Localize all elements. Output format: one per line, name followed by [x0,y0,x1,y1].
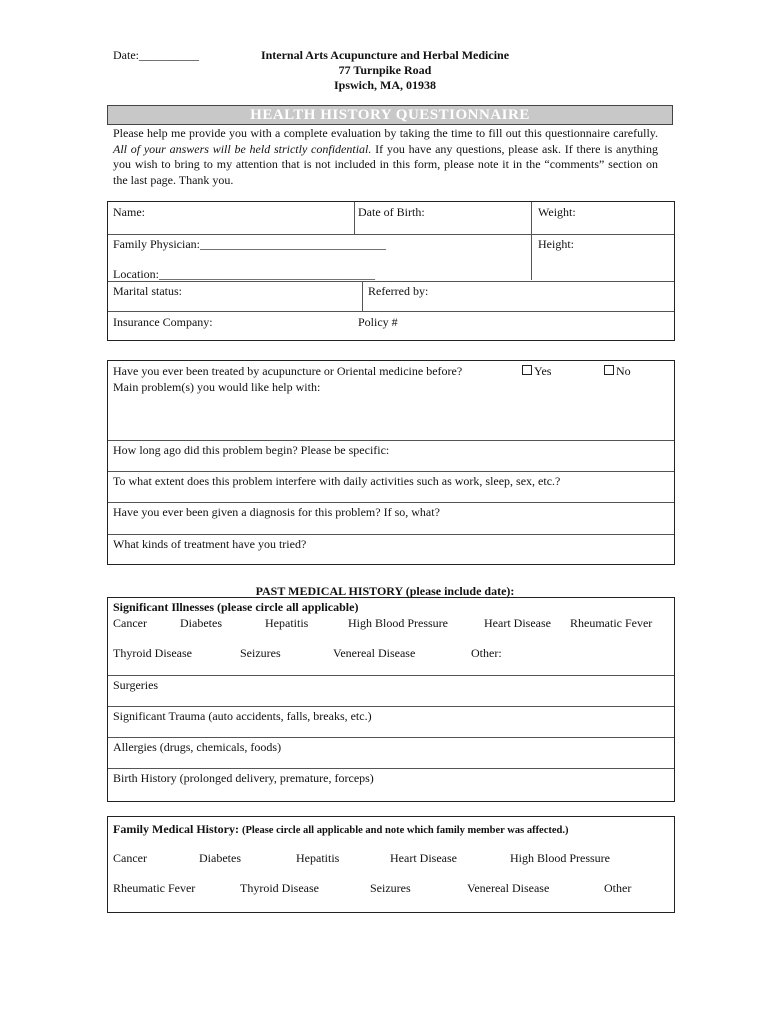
surgeries-field[interactable]: Surgeries [113,678,159,692]
illness-option[interactable]: Venereal Disease [333,646,416,660]
family-option[interactable]: High Blood Pressure [510,851,610,865]
dob-field[interactable]: Date of Birth: [358,205,425,219]
intro-paragraph [113,126,658,188]
checkbox-icon [522,365,532,375]
family-history-subtitle: (Please circle all applicable and note which family member was affected.) [241,825,569,836]
birth-history-field[interactable]: Birth History (prolonged delivery, premature, forceps) [113,771,374,785]
family-option[interactable]: Diabetes [199,851,241,865]
name-field[interactable]: Name: [113,205,145,219]
intro-text-1: Please help me provide you with a complete evaluation by taking the time to fill out this questionnaire carefully. [113,126,658,140]
no-checkbox[interactable] [604,364,631,379]
illness-header: Significant Illnesses (please circle all applicable) [113,600,359,614]
problem-extent-field[interactable]: To what extent does this problem interfere with daily activities such as work, sleep, sex, etc.? [113,474,561,488]
family-option[interactable]: Cancer [113,851,147,865]
allergies-field[interactable]: Allergies (drugs, chemicals, foods) [113,740,282,754]
illness-option[interactable]: Heart Disease [484,616,551,630]
illness-option[interactable]: Hepatitis [265,616,309,630]
page-title: HEALTH HISTORY QUESTIONNAIRE [107,105,673,125]
insurance-field[interactable]: Insurance Company: [113,315,213,329]
policy-field[interactable]: Policy # [358,315,398,329]
referred-by-field[interactable]: Referred by: [368,284,429,298]
family-history-heading [113,822,569,837]
family-option[interactable]: Venereal Disease [467,881,550,895]
illness-option[interactable]: Rheumatic Fever [570,616,653,630]
family-option[interactable]: Thyroid Disease [240,881,319,895]
family-option[interactable]: Rheumatic Fever [113,881,196,895]
illness-other-field[interactable]: Other: [471,646,502,660]
intro-confidential: All of your answers will be held strictly confidential. [113,141,372,156]
family-physician-field[interactable]: Family Physician:_______________________________ [113,237,386,251]
illness-option[interactable]: Seizures [240,646,281,660]
main-problem-field[interactable]: Main problem(s) you would like help with: [113,380,321,394]
location-field[interactable]: Location:____________________________________ [113,267,375,281]
practice-name: Internal Arts Acupuncture and Herbal Medicine [260,48,510,62]
illness-option[interactable]: Diabetes [180,616,222,630]
practice-city: Ipswich, MA, 01938 [333,78,436,92]
family-option[interactable]: Hepatitis [296,851,340,865]
yes-label: Yes [534,364,552,378]
date-field-label[interactable]: Date:__________ [113,48,199,62]
height-field[interactable]: Height: [538,237,574,251]
problem-onset-field[interactable]: How long ago did this problem begin? Please be specific: [113,443,390,457]
weight-field[interactable]: Weight: [538,205,576,219]
treatments-field[interactable]: What kinds of treatment have you tried? [113,537,307,551]
illness-option[interactable]: Thyroid Disease [113,646,192,660]
yes-checkbox[interactable] [522,364,551,379]
family-option[interactable]: Other [604,881,632,895]
marital-status-field[interactable]: Marital status: [113,284,182,298]
past-medical-title: PAST MEDICAL HISTORY (please include date): [255,584,515,598]
illness-option[interactable]: Cancer [113,616,147,630]
intro-text-2: If you have any questions, please ask. If there is anything you wish to bring to my attention that is not included in this form, please note it in the “comments” section on the last page. Thank you. [113,141,659,187]
acupuncture-question: Have you ever been treated by acupuncture or Oriental medicine before? [113,364,463,378]
practice-street: 77 Turnpike Road [338,63,432,77]
checkbox-icon [604,365,614,375]
illness-option[interactable]: High Blood Pressure [348,616,448,630]
family-history-title: Family Medical History: [113,822,239,836]
no-label: No [616,364,631,378]
family-option[interactable]: Heart Disease [390,851,457,865]
family-option[interactable]: Seizures [370,881,411,895]
trauma-field[interactable]: Significant Trauma (auto accidents, falls, breaks, etc.) [113,709,372,723]
diagnosis-field[interactable]: Have you ever been given a diagnosis for this problem? If so, what? [113,505,440,519]
